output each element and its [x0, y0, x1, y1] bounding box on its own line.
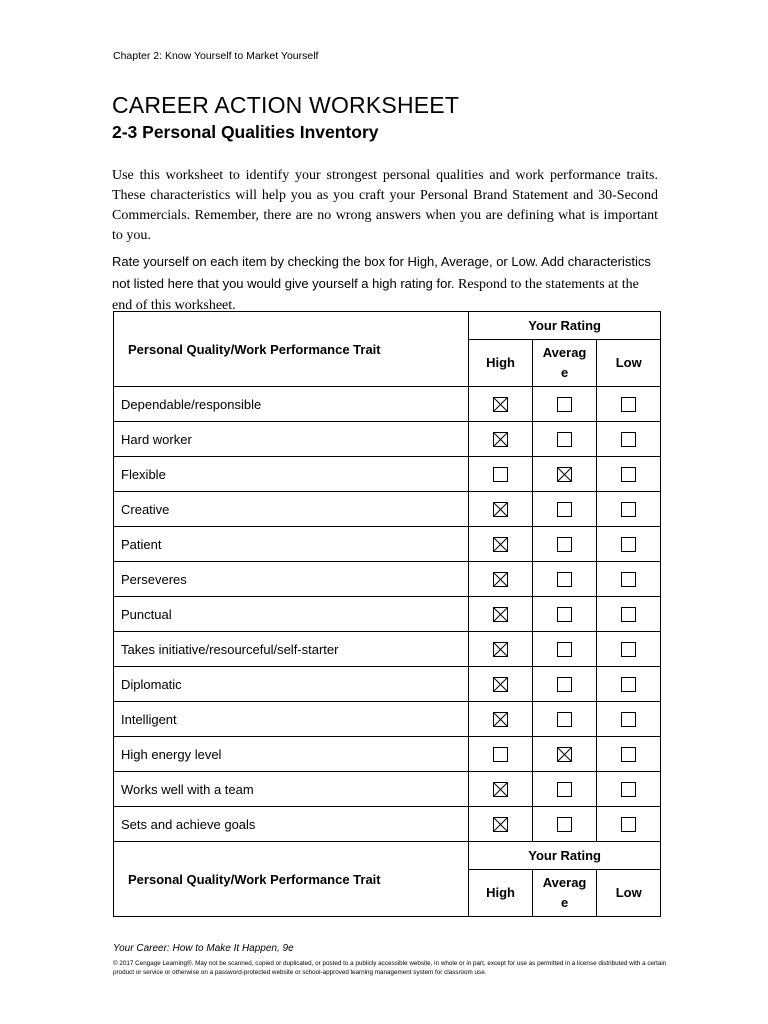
high-rating-cell — [469, 422, 533, 457]
table-row — [114, 702, 661, 737]
table-row — [114, 772, 661, 807]
average-checkbox[interactable] — [557, 502, 572, 517]
high-checkbox[interactable] — [493, 537, 508, 552]
low-checkbox[interactable] — [621, 817, 636, 832]
instructions-main: Rate yourself on each item by checking the box for High, Average, or Low. Add characteristics not listed here that you would give yourself a high rating for. — [112, 254, 651, 291]
average-header-label: Averag e — [542, 875, 587, 910]
average-rating-cell — [532, 527, 597, 562]
low-checkbox[interactable] — [621, 572, 636, 587]
average-rating-cell — [532, 632, 597, 667]
low-rating-cell — [597, 597, 661, 632]
instructions-paragraph — [112, 251, 662, 316]
average-rating-cell — [532, 667, 597, 702]
low-checkbox[interactable] — [621, 782, 636, 797]
low-rating-cell — [597, 492, 661, 527]
average-column-footer — [532, 870, 597, 917]
high-checkbox[interactable] — [493, 607, 508, 622]
intro-paragraph: Use this worksheet to identify your strongest personal qualities and work performance traits. These characteristics will help you as you craft your Personal Brand Statement and 30-Second Commercials. Remember, there are no wrong answers when you are defining what is important to you. — [112, 168, 658, 243]
average-checkbox[interactable] — [557, 432, 572, 447]
trait-label: Sets and achieve goals — [114, 807, 469, 842]
trait-label: Flexible — [114, 457, 469, 492]
average-rating-cell — [532, 562, 597, 597]
low-rating-cell — [597, 807, 661, 842]
rating-rows — [114, 387, 661, 842]
trait-label: Creative — [114, 492, 469, 527]
trait-label: Diplomatic — [114, 667, 469, 702]
high-rating-cell — [469, 632, 533, 667]
table-row — [114, 422, 661, 457]
table-row — [114, 667, 661, 702]
average-checkbox[interactable] — [557, 607, 572, 622]
trait-label: Hard worker — [114, 422, 469, 457]
table-row — [114, 737, 661, 772]
table-row — [114, 632, 661, 667]
low-checkbox[interactable] — [621, 747, 636, 762]
average-checkbox[interactable] — [557, 467, 572, 482]
table-row — [114, 492, 661, 527]
trait-label: Intelligent — [114, 702, 469, 737]
low-rating-cell — [597, 457, 661, 492]
high-rating-cell — [469, 387, 533, 422]
low-checkbox[interactable] — [621, 642, 636, 657]
low-checkbox[interactable] — [621, 397, 636, 412]
table-row — [114, 807, 661, 842]
average-checkbox[interactable] — [557, 712, 572, 727]
high-checkbox[interactable] — [493, 642, 508, 657]
low-rating-cell — [597, 702, 661, 737]
average-rating-cell — [532, 807, 597, 842]
high-checkbox[interactable] — [493, 467, 508, 482]
low-checkbox[interactable] — [621, 432, 636, 447]
page-subtitle: 2-3 Personal Qualities Inventory — [112, 122, 379, 142]
average-checkbox[interactable] — [557, 747, 572, 762]
high-rating-cell — [469, 597, 533, 632]
table-row — [114, 527, 661, 562]
low-column-footer: Low — [597, 870, 661, 917]
low-rating-cell — [597, 667, 661, 702]
average-checkbox[interactable] — [557, 677, 572, 692]
high-column-header: High — [469, 340, 533, 387]
rating-group-header: Your Rating — [469, 312, 661, 340]
average-checkbox[interactable] — [557, 817, 572, 832]
trait-label: Punctual — [114, 597, 469, 632]
low-rating-cell — [597, 387, 661, 422]
low-rating-cell — [597, 527, 661, 562]
high-checkbox[interactable] — [493, 502, 508, 517]
low-rating-cell — [597, 422, 661, 457]
high-checkbox[interactable] — [493, 747, 508, 762]
average-rating-cell — [532, 422, 597, 457]
rating-group-footer: Your Rating — [469, 842, 661, 870]
average-rating-cell — [532, 457, 597, 492]
high-checkbox[interactable] — [493, 782, 508, 797]
low-checkbox[interactable] — [621, 712, 636, 727]
chapter-header: Chapter 2: Know Yourself to Market Yourself — [113, 50, 319, 62]
high-rating-cell — [469, 807, 533, 842]
high-rating-cell — [469, 737, 533, 772]
average-checkbox[interactable] — [557, 537, 572, 552]
low-checkbox[interactable] — [621, 537, 636, 552]
table-row — [114, 387, 661, 422]
trait-column-footer: Personal Quality/Work Performance Trait — [114, 842, 469, 917]
low-checkbox[interactable] — [621, 607, 636, 622]
average-column-header — [532, 340, 597, 387]
average-rating-cell — [532, 492, 597, 527]
high-rating-cell — [469, 702, 533, 737]
average-rating-cell — [532, 737, 597, 772]
high-checkbox[interactable] — [493, 397, 508, 412]
average-rating-cell — [532, 702, 597, 737]
average-checkbox[interactable] — [557, 572, 572, 587]
average-checkbox[interactable] — [557, 642, 572, 657]
high-rating-cell — [469, 667, 533, 702]
low-checkbox[interactable] — [621, 502, 636, 517]
low-rating-cell — [597, 737, 661, 772]
high-checkbox[interactable] — [493, 572, 508, 587]
low-rating-cell — [597, 772, 661, 807]
trait-column-header: Personal Quality/Work Performance Trait — [114, 312, 469, 387]
rating-table — [113, 311, 661, 917]
high-rating-cell — [469, 772, 533, 807]
trait-label: Dependable/responsible — [114, 387, 469, 422]
low-rating-cell — [597, 632, 661, 667]
low-checkbox[interactable] — [621, 467, 636, 482]
high-checkbox[interactable] — [493, 432, 508, 447]
high-rating-cell — [469, 527, 533, 562]
average-checkbox[interactable] — [557, 397, 572, 412]
footer-book-title: Your Career: How to Make It Happen, 9e — [113, 943, 294, 954]
average-rating-cell — [532, 772, 597, 807]
high-rating-cell — [469, 492, 533, 527]
average-rating-cell — [532, 387, 597, 422]
high-rating-cell — [469, 457, 533, 492]
high-checkbox[interactable] — [493, 817, 508, 832]
footer-copyright: © 2017 Cengage Learning®. May not be scanned, copied or duplicated, or posted to a publicly accessible website, in whole or in part, except for use as permitted in a license distributed with a certain product or service or otherwise on a password-protected website or school-approved learning management system for classroom use. — [113, 960, 667, 976]
high-checkbox[interactable] — [493, 712, 508, 727]
high-column-footer: High — [469, 870, 533, 917]
trait-label: Patient — [114, 527, 469, 562]
trait-label: Works well with a team — [114, 772, 469, 807]
low-checkbox[interactable] — [621, 677, 636, 692]
low-rating-cell — [597, 562, 661, 597]
average-header-label: Averag e — [542, 345, 587, 380]
average-rating-cell — [532, 597, 597, 632]
instructions-respond: Respond to the statements at the end of this worksheet. — [112, 277, 639, 313]
trait-label: High energy level — [114, 737, 469, 772]
average-checkbox[interactable] — [557, 782, 572, 797]
high-rating-cell — [469, 562, 533, 597]
table-row — [114, 562, 661, 597]
page-title: CAREER ACTION WORKSHEET — [112, 92, 460, 118]
trait-label: Perseveres — [114, 562, 469, 597]
trait-label: Takes initiative/resourceful/self-starter — [114, 632, 469, 667]
table-row — [114, 597, 661, 632]
high-checkbox[interactable] — [493, 677, 508, 692]
low-column-header: Low — [597, 340, 661, 387]
table-row — [114, 457, 661, 492]
